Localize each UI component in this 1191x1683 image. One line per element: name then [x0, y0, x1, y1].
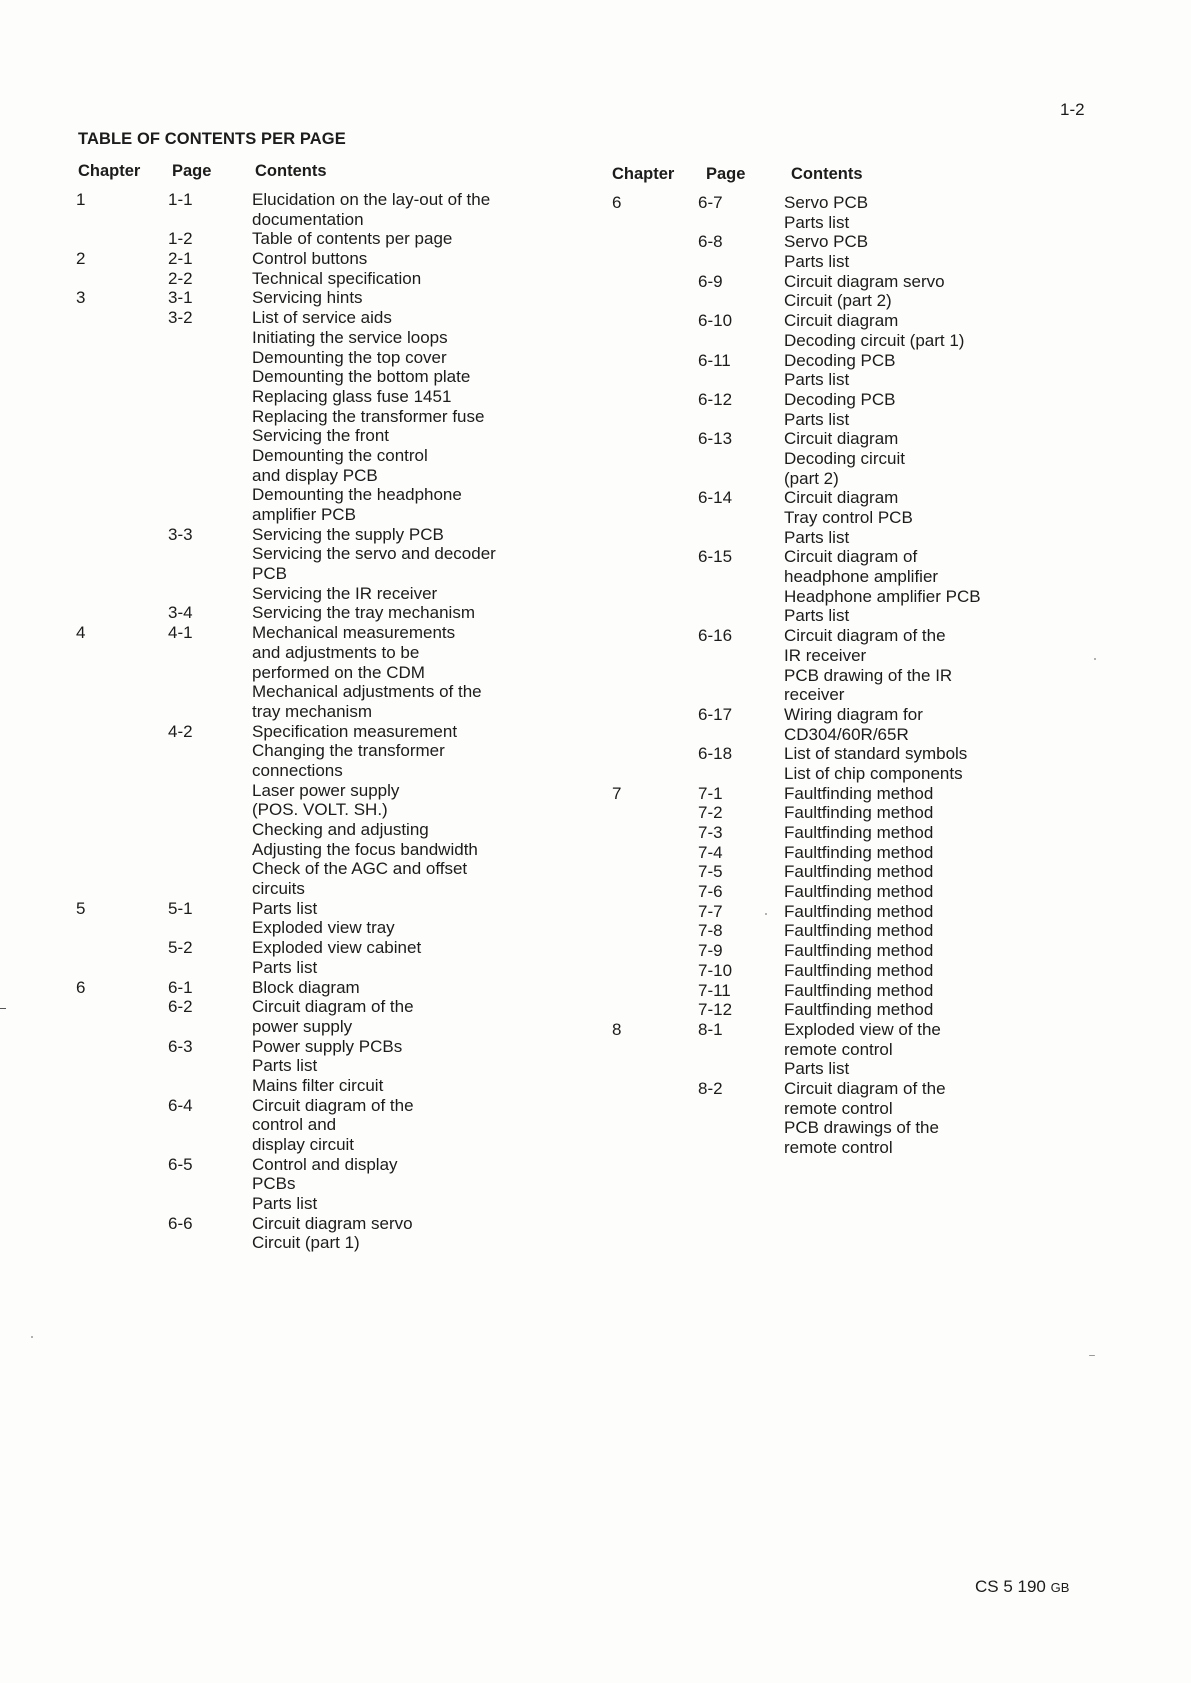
- entry-text: Block diagram: [252, 977, 360, 997]
- page-ref: 8-2: [698, 1078, 723, 1098]
- page-ref: 6-8: [698, 232, 723, 252]
- page-number: 1-2: [1060, 100, 1085, 119]
- document-code: [975, 1577, 1069, 1597]
- entry-text: Servicing the servo and decoder: [252, 544, 496, 564]
- entry-text: Mechanical adjustments of the: [252, 682, 482, 702]
- entry-text: Replacing glass fuse 1451: [252, 386, 452, 406]
- page-ref: 6-7: [698, 193, 723, 212]
- entry-text: tray mechanism: [252, 701, 372, 721]
- entry-text: Faultfinding method: [784, 1000, 934, 1020]
- entry-text: Circuit diagram of: [784, 547, 918, 567]
- entry-text: Servicing the tray mechanism: [252, 603, 475, 623]
- entry-text: Exploded view cabinet: [252, 938, 422, 958]
- entry-text: headphone amplifier: [784, 567, 939, 587]
- entry-text: Specification measurement: [252, 721, 458, 741]
- page-ref: 2-2: [168, 268, 193, 288]
- entry-text: (part 2): [784, 468, 839, 488]
- scan-speck: [765, 913, 767, 915]
- chapter-number: 1: [76, 190, 86, 209]
- chapter-number: 5: [76, 898, 86, 918]
- entry-text: and adjustments to be: [252, 642, 420, 662]
- page-ref: 2-1: [168, 249, 193, 269]
- entry-text: PCB drawings of the: [784, 1118, 939, 1138]
- page-ref: 5-1: [168, 898, 193, 918]
- entry-text: Adjusting the focus bandwidth: [252, 839, 478, 859]
- entry-text: List of service aids: [252, 308, 392, 328]
- document-code-lang: GB: [1050, 1580, 1070, 1595]
- entry-text: Checking and adjusting: [252, 820, 429, 839]
- entry-text: Wiring diagram for: [784, 704, 923, 724]
- page-ref: 3-3: [168, 524, 193, 544]
- page-ref: 6-5: [168, 1154, 193, 1174]
- entry-text: Faultfinding method: [784, 901, 934, 921]
- entry-text: remote control: [784, 1138, 893, 1157]
- page-ref: 5-2: [168, 938, 193, 958]
- page-header: Page: [172, 162, 212, 180]
- contents-header: Contents: [791, 165, 863, 183]
- chapter-header: Chapter: [612, 165, 675, 183]
- entry-text: Replacing the transformer fuse: [252, 406, 485, 426]
- entry-text: Parts list: [784, 252, 850, 272]
- page-ref: 7-9: [698, 941, 723, 961]
- entry-text: Servo PCB: [784, 193, 869, 212]
- entry-text: Servicing the supply PCB: [252, 524, 444, 544]
- entry-text: amplifier PCB: [252, 505, 356, 524]
- page-ref: 6-9: [698, 271, 723, 291]
- document-code-number: CS 5 190: [975, 1577, 1046, 1596]
- entry-text: Control buttons: [252, 249, 368, 269]
- entry-text: Demounting the control: [252, 445, 428, 465]
- entry-text: PCB: [252, 564, 287, 584]
- page-ref: 6-14: [698, 488, 733, 508]
- entry-text: List of chip components: [784, 763, 963, 783]
- entry-text: (POS. VOLT. SH.): [252, 800, 388, 820]
- page-ref: 7-10: [698, 960, 733, 980]
- entry-text: remote control: [784, 1039, 893, 1059]
- page-ref: 6-2: [168, 997, 193, 1017]
- entry-text: Exploded view of the: [784, 1019, 941, 1039]
- page-ref: 7-12: [698, 1000, 733, 1020]
- page-ref: 6-11: [698, 350, 731, 370]
- entry-text: and display PCB: [252, 465, 378, 485]
- entry-text: Faultfinding method: [784, 803, 934, 823]
- entry-text: Demounting the top cover: [252, 347, 447, 367]
- scan-speck: [1094, 658, 1096, 660]
- entry-text: Parts list: [784, 409, 850, 429]
- page-ref: 8-1: [698, 1019, 723, 1039]
- entry-text: Decoding circuit: [784, 448, 905, 468]
- chapter-number: 2: [76, 249, 86, 269]
- page-ref: 6-6: [168, 1213, 193, 1233]
- entry-text: circuits: [252, 879, 305, 899]
- entry-text: Laser power supply: [252, 780, 400, 800]
- entry-text: Power supply PCBs: [252, 1036, 403, 1056]
- entry-text: Faultfinding method: [784, 921, 934, 941]
- entry-text: Check of the AGC and offset: [252, 859, 468, 879]
- entry-text: Changing the transformer: [252, 741, 445, 761]
- entry-text: Parts list: [784, 212, 850, 232]
- entry-text: Parts list: [252, 1194, 318, 1214]
- document-title: TABLE OF CONTENTS PER PAGE: [78, 130, 346, 148]
- entry-text: CD304/60R/65R: [784, 724, 909, 744]
- page-ref: 7-7: [698, 901, 723, 921]
- chapter-number: 8: [612, 1019, 622, 1039]
- page-ref: 7-11: [698, 980, 731, 1000]
- scan-speck: [31, 1336, 33, 1338]
- entry-text: performed on the CDM: [252, 662, 425, 682]
- entry-text: PCBs: [252, 1174, 296, 1194]
- entry-text: Circuit (part 2): [784, 291, 892, 311]
- entry-text: display circuit: [252, 1135, 355, 1154]
- chapter-header: Chapter: [78, 162, 141, 180]
- entry-text: Circuit diagram of the: [252, 1095, 414, 1115]
- entry-text: Control and display: [252, 1154, 398, 1174]
- page-ref: 4-1: [168, 623, 193, 643]
- entry-text: power supply: [252, 1016, 353, 1036]
- entry-text: Faultfinding method: [784, 980, 934, 1000]
- entry-text: Faultfinding method: [784, 842, 934, 862]
- entry-text: Mains filter circuit: [252, 1075, 384, 1095]
- page-ref: 7-6: [698, 882, 723, 902]
- page-ref: 3-1: [168, 288, 193, 308]
- entry-text: Tray control PCB: [784, 508, 913, 527]
- chapter-number: 4: [76, 623, 86, 643]
- entry-text: control and: [252, 1115, 337, 1135]
- entry-text: Circuit diagram of the: [784, 1078, 946, 1098]
- page-ref: 4-2: [168, 721, 193, 741]
- entry-text: Faultfinding method: [784, 941, 934, 961]
- entry-text: Servicing the front: [252, 426, 390, 446]
- scan-edge-mark: [0, 1008, 6, 1009]
- entry-text: Circuit diagram servo: [252, 1213, 413, 1233]
- entry-text: Parts list: [252, 898, 318, 918]
- entry-text: receiver: [784, 685, 845, 705]
- entry-text: Parts list: [252, 1056, 318, 1076]
- entry-text: Headphone amplifier PCB: [784, 586, 981, 606]
- entry-text: Faultfinding method: [784, 960, 934, 980]
- entry-text: IR receiver: [784, 645, 867, 665]
- page-ref: 6-1: [168, 977, 193, 997]
- page-header: Page: [706, 165, 746, 183]
- entry-text: remote control: [784, 1098, 893, 1118]
- page-ref: 7-8: [698, 921, 723, 941]
- entry-text: Faultfinding method: [784, 823, 934, 842]
- entry-text: Table of contents per page: [252, 229, 453, 249]
- entry-text: Parts list: [252, 957, 318, 977]
- entry-text: Faultfinding method: [784, 783, 934, 803]
- page-ref: 6-16: [698, 626, 733, 646]
- entry-text: Faultfinding method: [784, 862, 934, 882]
- page-ref: 1-1: [168, 190, 193, 209]
- page-ref: 7-5: [698, 862, 723, 882]
- entry-text: Servo PCB: [784, 232, 869, 252]
- entry-text: Circuit diagram of the: [784, 626, 946, 646]
- page-ref: 6-18: [698, 744, 733, 764]
- page-ref: 7-4: [698, 842, 723, 862]
- page-ref: 6-15: [698, 547, 733, 567]
- entry-text: Faultfinding method: [784, 882, 934, 902]
- entry-text: Decoding circuit (part 1): [784, 330, 965, 350]
- entry-text: Servicing the IR receiver: [252, 583, 438, 603]
- entry-text: Circuit diagram of the: [252, 997, 414, 1017]
- entry-text: documentation: [252, 209, 364, 229]
- entry-text: Demounting the bottom plate: [252, 367, 471, 387]
- page-ref: 3-4: [168, 603, 193, 623]
- entry-text: Circuit diagram: [784, 488, 899, 508]
- chapter-number: 6: [612, 193, 622, 212]
- entry-text: Demounting the headphone: [252, 485, 462, 505]
- entry-text: Parts list: [784, 527, 850, 547]
- entry-text: Decoding PCB: [784, 350, 896, 370]
- entry-text: Decoding PCB: [784, 389, 896, 409]
- entry-text: Circuit diagram: [784, 429, 899, 449]
- entry-text: Servicing hints: [252, 288, 363, 308]
- entry-text: Circuit diagram servo: [784, 271, 945, 291]
- page-ref: 6-4: [168, 1095, 193, 1115]
- page-ref: 3-2: [168, 308, 193, 328]
- page-ref: 6-10: [698, 311, 733, 331]
- page-ref: 7-2: [698, 803, 723, 823]
- entry-text: List of standard symbols: [784, 744, 968, 764]
- entry-text: Circuit (part 1): [252, 1233, 360, 1253]
- page-ref: 1-2: [168, 229, 193, 249]
- scan-speck: [1089, 1355, 1095, 1356]
- entry-text: Technical specification: [252, 268, 422, 288]
- entry-text: Parts list: [784, 1059, 850, 1079]
- entry-text: Parts list: [784, 370, 850, 390]
- entry-text: connections: [252, 760, 343, 780]
- page-ref: 6-13: [698, 429, 733, 449]
- entry-text: Exploded view tray: [252, 918, 395, 938]
- page-ref: 6-3: [168, 1036, 193, 1056]
- entry-text: Mechanical measurements: [252, 623, 456, 643]
- entry-text: Elucidation on the lay-out of the: [252, 190, 491, 209]
- entry-text: Circuit diagram: [784, 311, 899, 331]
- contents-header: Contents: [255, 162, 327, 180]
- page-ref: 7-3: [698, 823, 723, 842]
- page-ref: 6-17: [698, 704, 733, 724]
- entry-text: Initiating the service loops: [252, 327, 448, 347]
- chapter-number: 6: [76, 977, 86, 997]
- entry-text: Parts list: [784, 606, 850, 626]
- page-ref: 7-1: [698, 783, 723, 803]
- entry-text: PCB drawing of the IR: [784, 665, 953, 685]
- page-ref: 6-12: [698, 389, 733, 409]
- chapter-number: 7: [612, 783, 622, 803]
- chapter-number: 3: [76, 288, 86, 308]
